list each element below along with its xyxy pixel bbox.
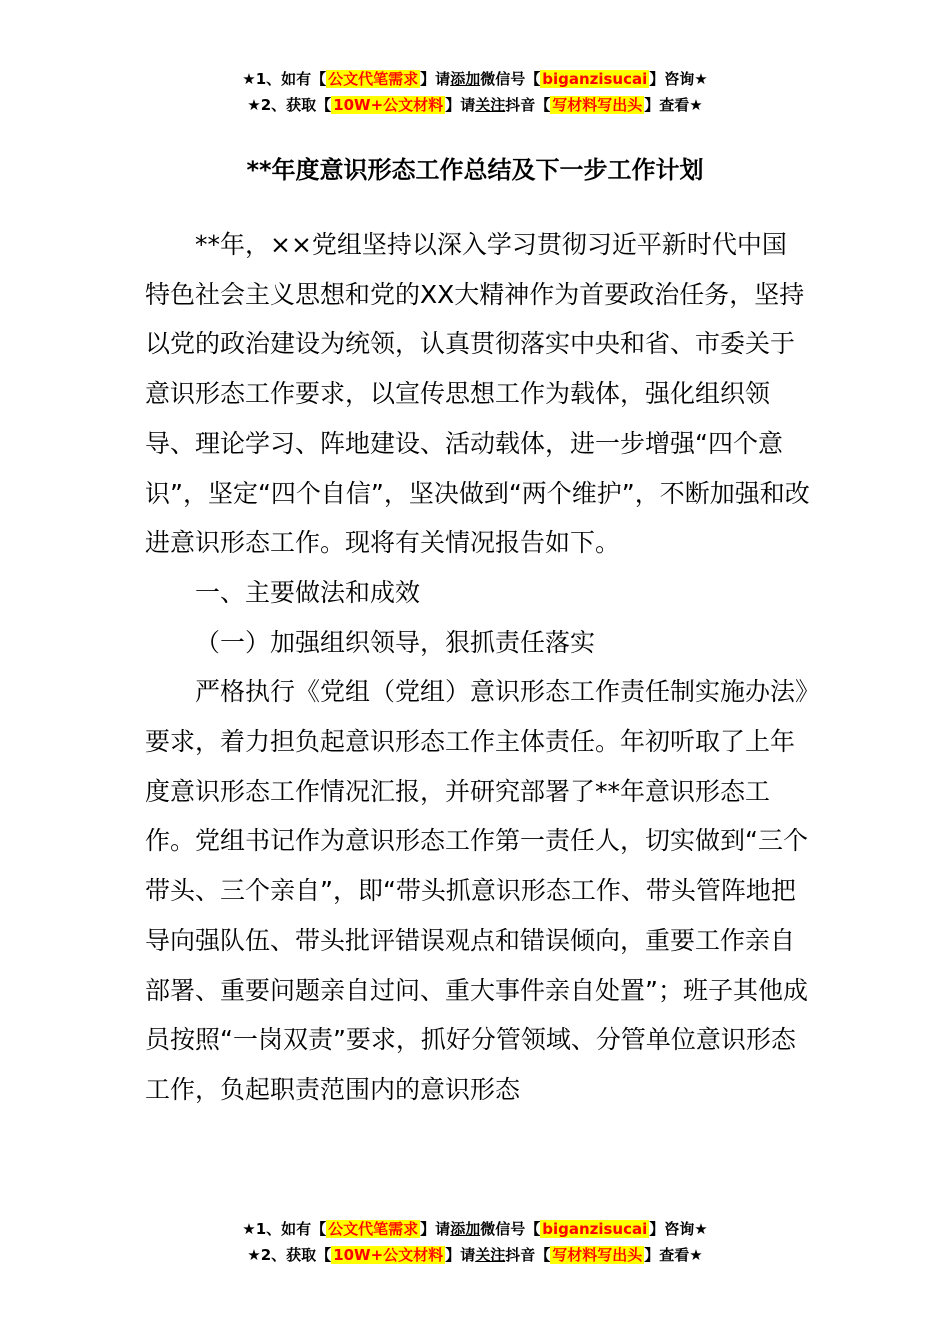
promo-line-1-prefix: ★1、如有【 xyxy=(242,70,327,88)
promo-line-2-underlined: 关注 xyxy=(475,1246,506,1264)
promo-highlight-wechat-id: biganzisucai xyxy=(542,70,648,88)
promo-highlight-douyin-account: 写材料写出头 xyxy=(552,1246,643,1264)
promo-line-1 xyxy=(0,66,950,92)
promo-line-1-mid2: 微信号【 xyxy=(480,70,541,88)
promo-line-1-mid2: 微信号【 xyxy=(480,1220,541,1238)
promo-line-1-mid: 】请 xyxy=(420,70,451,88)
promo-highlight-materials: 10W+公文材料 xyxy=(333,1246,444,1264)
promo-line-2-suffix: 】查看★ xyxy=(644,96,703,114)
promo-highlight-wechat-id: biganzisucai xyxy=(542,1220,648,1238)
promo-line-1-underlined: 添加 xyxy=(450,1220,481,1238)
promo-line-2-prefix: ★2、获取【 xyxy=(247,96,332,114)
top-promo-banner xyxy=(0,66,950,118)
promo-line-2-underlined: 关注 xyxy=(475,96,506,114)
promo-line-1-suffix: 】咨询★ xyxy=(649,70,708,88)
subsection-heading-1: （一）加强组织领导，狠抓责任落实 xyxy=(195,627,596,657)
promo-line-1-underlined: 添加 xyxy=(450,70,481,88)
promo-line-2-mid: 】请 xyxy=(445,96,476,114)
promo-line-2 xyxy=(0,92,950,118)
promo-line-1-mid: 】请 xyxy=(420,1220,451,1238)
promo-line-2-mid2: 抖音【 xyxy=(505,96,551,114)
intro-paragraph: **年，××党组坚持以深入学习贯彻习近平新时代中国特色社会主义思想和党的XX大精神作为首要政治任务，坚持以党的政治建设为统领，认真贯彻落实中央和省、市委关于意识形态工作要求，以宣传思想工作为载体，强化组织领导、理论学习、阵地建设、活动载体，进一步增强“四个意识”，坚定“四个自信”，坚决做到“两个维护”，不断加强和改进意识形态工作。现将有关情况报告如下。 xyxy=(145,230,810,558)
document-title: **年度意识形态工作总结及下一步工作计划 xyxy=(246,156,704,184)
promo-line-1-prefix: ★1、如有【 xyxy=(242,1220,327,1238)
section-heading-1: 一、主要做法和成效 xyxy=(195,577,421,607)
promo-line-2 xyxy=(0,1242,950,1268)
promo-highlight-douyin-account: 写材料写出头 xyxy=(552,96,643,114)
promo-highlight-writing-service: 公文代笔需求 xyxy=(328,1220,419,1238)
document-body xyxy=(145,220,810,1115)
bottom-promo-banner xyxy=(0,1216,950,1268)
promo-line-1 xyxy=(0,1216,950,1242)
promo-line-2-prefix: ★2、获取【 xyxy=(247,1246,332,1264)
promo-line-2-suffix: 】查看★ xyxy=(644,1246,703,1264)
promo-line-2-mid2: 抖音【 xyxy=(505,1246,551,1264)
promo-highlight-writing-service: 公文代笔需求 xyxy=(328,70,419,88)
subsection-1-paragraph: 严格执行《党组（党组）意识形态工作责任制实施办法》要求，着力担负起意识形态工作主体责任。年初听取了上年度意识形态工作情况汇报，并研究部署了**年意识形态工作。党组书记作为意识形态工作第一责任人，切实做到“三个带头、三个亲自”，即“带头抓意识形态工作、带头管阵地把导向强队伍、带头批评错误观点和错误倾向，重要工作亲自部署、重要问题亲自过问、重大事件亲自处置”；班子其他成员按照“一岗双责”要求，抓好分管领域、分管单位意识形态工作，负起职责范围内的意识形态 xyxy=(145,677,808,1104)
promo-line-1-suffix: 】咨询★ xyxy=(649,1220,708,1238)
promo-line-2-mid: 】请 xyxy=(445,1246,476,1264)
promo-highlight-materials: 10W+公文材料 xyxy=(333,96,444,114)
